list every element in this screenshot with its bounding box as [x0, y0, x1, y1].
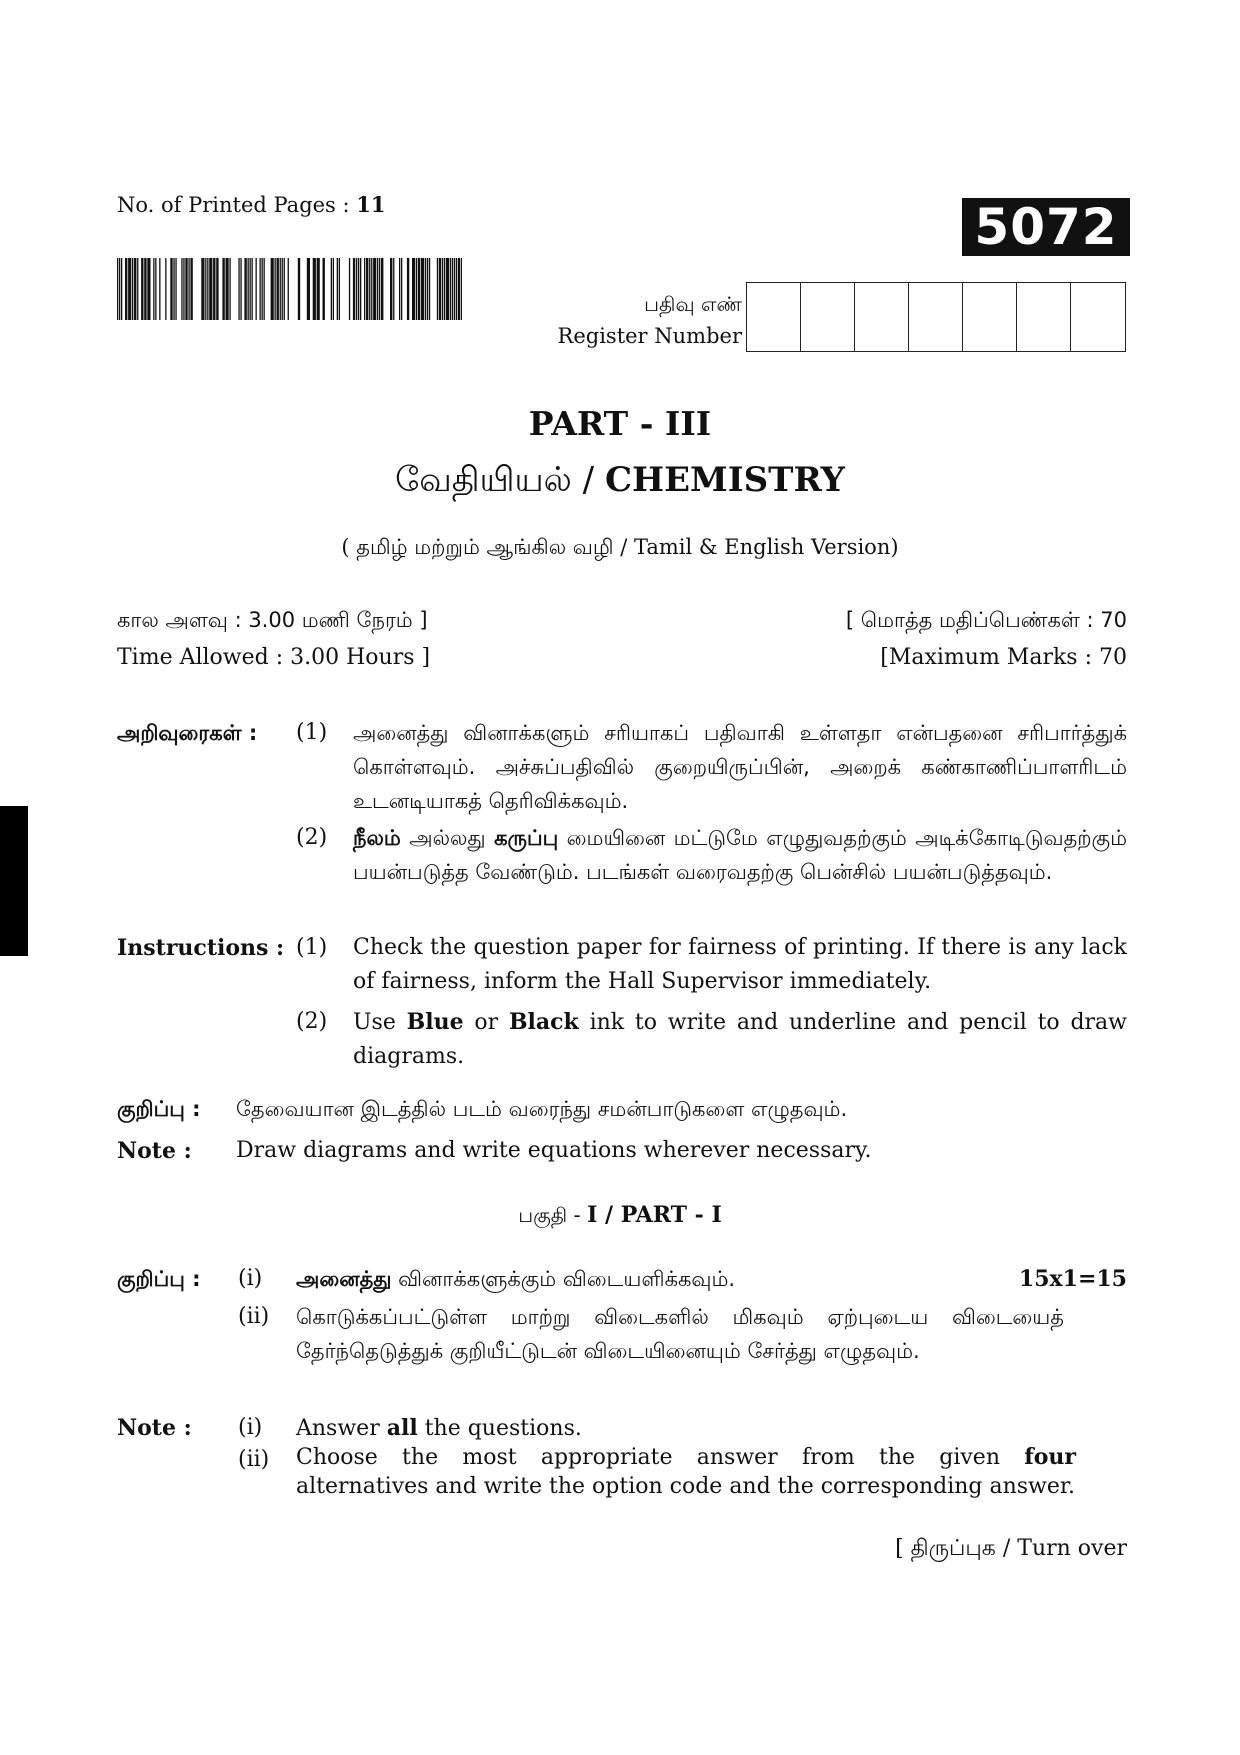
barcode-bar	[165, 258, 166, 320]
section-note-english-label: Note :	[117, 1415, 192, 1441]
barcode-bar	[444, 258, 445, 320]
barcode-bar	[226, 258, 229, 320]
printed-pages	[117, 192, 386, 217]
barcode-bar	[421, 258, 424, 320]
register-digit-box[interactable]	[747, 283, 801, 351]
barcode-bar	[159, 258, 160, 320]
section-heading	[0, 1202, 1240, 1230]
barcode-bar	[323, 258, 325, 320]
text-or: or	[463, 1010, 509, 1035]
barcode-bar	[125, 258, 127, 320]
barcode-bar	[250, 258, 251, 320]
barcode-bar	[379, 258, 380, 320]
text-the-questions: the questions.	[417, 1416, 582, 1441]
barcode-bar	[399, 258, 400, 320]
barcode-bar	[427, 258, 428, 320]
barcode-bar	[185, 258, 187, 320]
section-note-tamil-label: குறிப்பு :	[117, 1267, 201, 1291]
bold-black: Black	[508, 1009, 579, 1035]
note-tamil-label: குறிப்பு :	[117, 1097, 201, 1121]
barcode-bar	[244, 258, 246, 320]
barcode-bar	[371, 258, 372, 320]
register-number-boxes	[746, 282, 1126, 352]
barcode-bar	[119, 258, 120, 320]
bold-all-tamil: அனைத்து	[296, 1267, 392, 1291]
section-marks: 15x1=15	[1018, 1266, 1127, 1292]
barcode-bar	[456, 258, 457, 320]
marks-tamil: [ மொத்த மதிப்பெண்கள் : 70	[845, 608, 1127, 632]
barcode-bar	[275, 258, 276, 320]
text-choose: Choose the most appropriate answer from the given	[296, 1445, 1025, 1470]
printed-pages-label: No. of Printed Pages :	[117, 193, 350, 217]
barcode-bar	[117, 258, 118, 320]
instructions-english-label: Instructions :	[117, 935, 285, 961]
barcode-bar	[439, 258, 441, 320]
barcode-bar	[128, 258, 131, 320]
barcode-bar	[356, 258, 357, 320]
barcode-bar	[209, 258, 212, 320]
note-number: (i)	[238, 1415, 263, 1440]
barcode-bar	[288, 258, 289, 320]
barcode-bar	[401, 258, 402, 320]
note-english-label: Note :	[117, 1138, 192, 1164]
barcode-bar	[264, 258, 265, 320]
barcode-bar	[170, 258, 172, 320]
barcode-bar	[132, 258, 133, 320]
barcode-bar	[381, 258, 383, 320]
barcode-bar	[349, 258, 350, 320]
barcode-bar	[238, 258, 239, 320]
section-heading-part: I / PART - I	[587, 1202, 722, 1228]
text-or-tamil: அல்லது	[400, 826, 495, 850]
margin-mark	[0, 806, 28, 956]
barcode-bar	[373, 258, 376, 320]
register-label-english: Register Number	[557, 324, 742, 348]
bold-blue-tamil: நீலம்	[353, 826, 401, 850]
note-number: (ii)	[238, 1304, 270, 1329]
part-title: PART - III	[528, 404, 712, 443]
barcode-bar	[271, 258, 274, 320]
version-line: ( தமிழ் மற்றும் ஆங்கில வழி / Tamil & English Version)	[341, 535, 899, 559]
barcode-bar	[277, 258, 279, 320]
subject-tamil: வேதியியல் /	[395, 460, 595, 500]
register-label	[558, 288, 742, 352]
barcode-bar	[366, 258, 368, 320]
register-digit-box[interactable]	[855, 283, 909, 351]
barcode-bar	[317, 258, 320, 320]
register-digit-box[interactable]	[963, 283, 1017, 351]
bold-blue: Blue	[406, 1009, 464, 1035]
instruction-english-1: Check the question paper for fairness of printing. If there is any lack of fairness, inform the Hall Supervisor immediately.	[353, 935, 1127, 994]
barcode-bar	[137, 258, 138, 320]
note-english-text: Draw diagrams and write equations wherever necessary.	[236, 1138, 872, 1163]
barcode-bar	[452, 258, 453, 320]
barcode-bar	[284, 258, 285, 320]
barcode-bar	[188, 258, 189, 320]
bold-all: all	[386, 1415, 418, 1441]
barcode-bar	[450, 258, 451, 320]
printed-pages-value: 11	[356, 192, 386, 217]
bold-black-tamil: கருப்பு	[494, 826, 559, 850]
instruction-number: (1)	[296, 720, 328, 745]
barcode-bar	[416, 258, 417, 320]
bold-four: four	[1024, 1444, 1076, 1470]
instruction-tamil-1: அனைத்து வினாக்களும் சரியாகப் பதிவாகி உள்ளதா என்பதனை சரிபார்த்துக் கொள்ளவும். அச்சுப்பதிவில் குறையிருப்பின், அறைக் கண்காணிப்பாளரிடம் உடனடியாகத் தெரிவிக்கவும்.	[353, 721, 1127, 813]
section-note-tamil-2: கொடுக்கப்பட்டுள்ள மாற்று விடைகளில் மிகவும் ஏற்புடைய விடையைத் தேர்ந்தெடுத்துக் குறியீட்டுடன் விடையினையும் சேர்த்து எழுதவும்.	[296, 1305, 1064, 1363]
note-number: (ii)	[238, 1447, 270, 1472]
barcode-bar	[222, 258, 224, 320]
barcode	[117, 258, 462, 320]
register-digit-box[interactable]	[909, 283, 963, 351]
instruction-english-2	[353, 1005, 1127, 1074]
barcode-bar	[240, 258, 241, 320]
barcode-bar	[134, 258, 136, 320]
barcode-bar	[358, 258, 359, 320]
subject-title	[0, 460, 1240, 504]
barcode-bar	[437, 258, 438, 320]
text-use: Use	[353, 1010, 407, 1035]
instructions-tamil-label: அறிவுரைகள் :	[117, 721, 258, 745]
note-tamil-text: தேவையான இடத்தில் படம் வரைந்து சமன்பாடுகளை எழுதவும்.	[236, 1097, 848, 1121]
barcode-bar	[377, 258, 378, 320]
text-answer: Answer	[296, 1416, 387, 1441]
barcode-bar	[207, 258, 208, 320]
section-note-english-2-rest: alternatives and write the option code and the corresponding answer.	[296, 1474, 1075, 1499]
barcode-bar	[418, 258, 420, 320]
barcode-bar	[393, 258, 394, 320]
marks-english: [Maximum Marks : 70	[880, 645, 1127, 670]
barcode-bar	[262, 258, 263, 320]
section-note-english-2	[296, 1443, 1076, 1501]
barcode-bar	[442, 258, 443, 320]
barcode-bar	[360, 258, 361, 320]
subject-english: CHEMISTRY	[604, 460, 845, 500]
barcode-bar	[313, 258, 316, 320]
instruction-english-2-rest: ink to write and underline and pencil to draw diagrams.	[353, 1010, 1128, 1069]
instruction-tamil-2-rest: மையினை மட்டுமே எழுதுவதற்கும் அடிக்கோடிடுவதற்கும் பயன்படுத்த வேண்டும். படங்கள் வரைவதற்கு பென்சில் பயன்படுத்தவும்.	[353, 826, 1127, 884]
barcode-bar	[461, 258, 462, 320]
barcode-bar	[173, 258, 174, 320]
barcode-bar	[446, 258, 449, 320]
barcode-bar	[205, 258, 206, 320]
barcode-bar	[353, 258, 355, 320]
paper-code: 5072	[962, 198, 1130, 256]
barcode-bar	[141, 258, 143, 320]
register-label-tamil: பதிவு எண்	[644, 292, 742, 316]
barcode-bar	[298, 258, 300, 320]
section-note-tamil-1-rest: வினாக்களுக்கும் விடையளிக்கவும்.	[391, 1267, 736, 1291]
register-digit-box[interactable]	[1017, 283, 1071, 351]
barcode-bar	[190, 258, 192, 320]
barcode-bar	[183, 258, 184, 320]
instruction-number: (2)	[296, 1009, 328, 1034]
barcode-bar	[229, 258, 230, 320]
barcode-bar	[407, 258, 409, 320]
barcode-bar	[213, 258, 215, 320]
barcode-bar	[144, 258, 146, 320]
barcode-bar	[252, 258, 253, 320]
barcode-bar	[307, 258, 310, 320]
barcode-bar	[121, 258, 122, 320]
barcode-bar	[147, 258, 150, 320]
barcode-bar	[248, 258, 249, 320]
barcode-bar	[175, 258, 176, 320]
register-digit-box[interactable]	[801, 283, 855, 351]
barcode-bar	[390, 258, 392, 320]
barcode-bar	[339, 258, 340, 320]
barcode-bar	[155, 258, 156, 320]
barcode-bar	[153, 258, 154, 320]
section-note-tamil-1	[296, 1262, 936, 1296]
barcode-bar	[260, 258, 261, 320]
section-note-english-1	[296, 1411, 1096, 1446]
barcode-bar	[458, 258, 460, 320]
barcode-bar	[364, 258, 365, 320]
barcode-bar	[201, 258, 204, 320]
barcode-bar	[331, 258, 332, 320]
barcode-bar	[454, 258, 455, 320]
register-digit-box[interactable]	[1071, 283, 1125, 351]
barcode-bar	[216, 258, 218, 320]
instruction-number: (2)	[296, 825, 328, 850]
barcode-bar	[280, 258, 281, 320]
barcode-bar	[369, 258, 370, 320]
note-number: (i)	[238, 1266, 263, 1291]
barcode-bar	[337, 258, 338, 320]
instruction-tamil-2	[353, 821, 1127, 889]
barcode-bar	[282, 258, 283, 320]
turn-over: [ திருப்புக / Turn over	[895, 1536, 1127, 1561]
time-tamil: கால அளவு : 3.00 மணி நேரம் ]	[117, 608, 428, 632]
barcode-bar	[425, 258, 426, 320]
barcode-bar	[429, 258, 430, 320]
section-heading-tamil: பகுதி -	[518, 1203, 588, 1227]
barcode-bar	[256, 258, 257, 320]
barcode-bar	[333, 258, 334, 320]
instruction-number: (1)	[296, 935, 328, 960]
barcode-bar	[412, 258, 415, 320]
time-english: Time Allowed : 3.00 Hours ]	[117, 645, 431, 670]
barcode-bar	[181, 258, 182, 320]
